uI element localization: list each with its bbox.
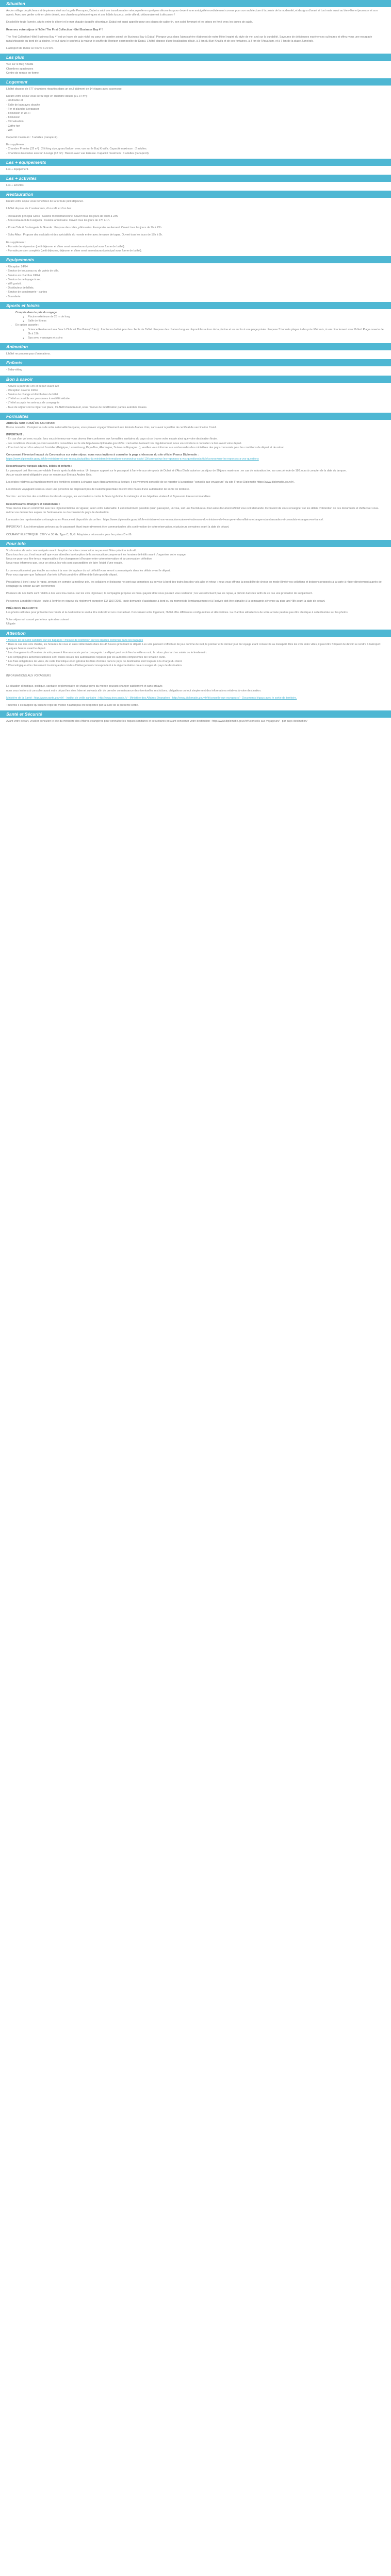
plus-body — [0, 61, 391, 75]
list-item: - Télévision et Wi-Fi — [6, 112, 30, 115]
restauration-overview: L'hôtel dispose de 2 restaurants, d'un café et d'un bar : — [6, 207, 73, 211]
section-title-plus: Les plus — [0, 54, 391, 61]
voyageurs-links[interactable]: Ministère de la Santé : http://www.sante.gouv.fr/ - Institut de veille sanitaire : http://www.invs.sante.fr/ - Ministère des Affaires Etrangères : http://www.diplomatie.gouv.fr/fr/conseils-aux-voyageurs/ - Documents légaux avec le sortie de territoire. — [6, 696, 297, 700]
section-title-equipements: Equipements — [0, 256, 391, 263]
voyageurs-heading: INFORMATIONS AUX VOYAGEURS — [6, 674, 51, 678]
formalites-covid-notice: Concernant l'éventuel impact du Coronavirus sur votre séjour, nous vous invitons à consulter la page ci-dessous du site officiel France Diplomatie : — [6, 453, 199, 456]
restaurant-gloss: - Restaurant principal Gloss : Cuisine méditerranéenne. Ouvert tous les jours de 6h30 à 23h. — [6, 214, 119, 218]
pour-info-airport: Pour vous signaler que l'aéroport d'arrivée à Paris peut être différent de l'aéroport de départ. — [6, 573, 118, 577]
logement-capacity: Capacité maximum : 3 adultes (canapé-lit). — [6, 136, 58, 140]
equipements-list — [6, 265, 385, 299]
list-item: - Service de change et distributeur de billet — [6, 393, 58, 396]
section-title-formalites: Formalités — [0, 413, 391, 420]
situation-hotel-cta: Reservez votre séjour à l'hôtel The First Collection Hôtel Business Bay 4* ! — [6, 28, 103, 31]
enfants-list — [6, 368, 385, 372]
logement-supplement: En supplément : — [6, 143, 26, 147]
restauration-full-board: - Formule pension complète (petit déjeuner, déjeuner et dîner servi au restaurant principal sous forme de buffet). — [6, 249, 142, 252]
bon-a-savoir-body — [0, 383, 391, 410]
situation-airport: L'aéroport de Dubaï se trouve à 20 km. — [6, 47, 54, 50]
formalites-arrival-heading: ARRIVÉE SUR DUBAÏ OU ABU DHABI — [6, 421, 55, 425]
restaurant-rosie-cafe: - Rosie Cafe & Boulangerie le Grande : Propose des cafés, pâtisseries. A emporter seulement. Ouvert tous les jours de 7h à 23h. — [6, 226, 162, 230]
pour-info-responsibility: Nous ne pourrons être tenus responsables d'un changement d'horaire entre votre réservation et la convocation définitive. — [6, 557, 153, 561]
section-title-pour-info: Pour info — [0, 540, 391, 547]
section-title-restauration: Restauration — [0, 191, 391, 198]
equipements-plus-text: Les + équipement. — [6, 167, 29, 171]
pour-info-operator-name: Ultigate — [6, 622, 15, 626]
pour-info-onboard: Prestations à bord : pour le repas, prenant en compte la meilleur prix, les collations et boissons ne sont pas comprises au service à bord des trains lors des vols aller et retour ; nous vous offrons la possibilité de choisir en mode illimité vos collations et boissons proposés à la carte à régler directement auprès de l'équipage ou choisir au tarif préférentiel. — [6, 581, 382, 588]
list-item: - Baby-sitting — [6, 368, 22, 372]
list-item: Centre de remise en forme — [6, 71, 39, 75]
enfants-body — [0, 366, 391, 372]
section-title-sports: Sports et loisirs — [0, 302, 391, 309]
list-item: - Télévision — [6, 116, 20, 120]
formalites-escale-conditions: - Les conditions d'escale peuvent aussi être consultées sur le site http://www.diplomatie.gouv.fr/fr/. L'actualité évoluant très régulièrement, nous vous invitons à consulter ce lien avant votre départ. — [6, 442, 242, 445]
list-item: - Réception ouverte 24/24 — [6, 388, 38, 392]
list-item: - Arrivée à partir de 14h et départ avant 12h — [6, 384, 59, 388]
plus-list — [6, 62, 385, 75]
pour-info-schedule: Vos horaires de vols communiqués avant réception de votre convocation ne peuvent l'être qu'à titre indicatif. — [6, 549, 137, 552]
formalites-border-rules: Les règles relatives au franchissement des frontières propres à chaque pays étant amenées à évoluer, il est vivement conseillé de se reporter à la rubrique "conseils aux voyageurs" du site France Diplomatie https://www.diplomatie.gouv.fr/. — [6, 481, 295, 484]
pour-info-reduced-mobility: Personnes à mobilité réduite : suite à l'entrée en vigueur du règlement européen EU 1107/2006, toute demande d'assistance à bord ou au moment de l'embarquement et à l'arrivée doit être signalée à la compagnie aérienne au plus tard 48h avant la date de départ. — [6, 599, 325, 603]
sports-included-list — [15, 315, 385, 323]
voyageurs-intro: La situation climatique, politique, sanitaire, réglementaire de chaque pays du monde pouvant changer subitement et sans préavis — [6, 685, 162, 688]
list-item: ◦ Salle de fitness — [28, 319, 385, 323]
section-title-situation: Situation — [0, 0, 391, 7]
section-title-activites: Les + activités — [0, 175, 391, 182]
list-item: - Buanderie. — [6, 295, 21, 298]
logement-body — [0, 86, 391, 156]
restaurant-fusigawa: - Bon restaurant de Fusigawa : Cuisine américaine. Ouvert tous les jours de 17h à 1h. — [6, 218, 110, 222]
formalites-foreign-text: Vous devrez être en conformité avec les réglementations en vigueur, selon votre nationalité. Il est notamment possible qu'un passeport, un visa, soit une fourniture ou tout autre document officiel vous soit demandé. Il convient de vous renseigner sur les délais d'obtention de ces documents et d'effectuer vous-même vos démarches auprès de l'ambassade ou du consulat du pays de destination. — [6, 506, 379, 515]
formalites-passport: Le passeport doit être encore valable 6 mois après la date retour. Un tampon apposé sur le passeport à l'arrivée aux aéroports de Dubaï et d'Abu Dhabi autorise un séjour de 90 jours maximum ; en cas de saturation (ex. sur une période de 180 jours à compter de la date du tampon. — [6, 469, 347, 472]
section-title-animation: Animation — [0, 343, 391, 350]
list-item: - Wifi gratuit. — [6, 282, 22, 285]
pour-info-lowcost: Plusieurs de nos tarifs sont relatifs à des vols low-cost ou sur les vols régionaux, la compagnie propose un menu payant dont vous pourrez vous restaurer ; les vols n'incluent pas les repas, à prévoir dans les tarifs de ce cas une prestation de supplément. — [6, 592, 313, 596]
activites-body — [0, 182, 391, 188]
list-item: - Service en chambre 24/24. — [6, 274, 41, 277]
list-item: Vue sur le Burj Khalifa — [6, 63, 34, 66]
list-item: - Salle de bain avec douche — [6, 103, 40, 107]
list-item: ◦ Science Restaurant sea Beach Club vat The Palm (10 km) : fonctionna balisé pour les clients de l'hôtel. Propose des chaises longues disponibles autour de la piscine et un accès à une plage privée. Propose 3 bonnets plages à des prix différents, à voir directement avec l'hôtel. Plage ouverte de 8h à 19h. — [28, 328, 385, 336]
list-item: - L'hôtel accessible aux personnes à mobilité réduite — [6, 397, 70, 401]
formalites-escale: - En cas d'un vol avec escale, Ivez vous informez-sur-vous devrez être conformes aux formalités sanitaires du pays où se trouve votre escale ainsi que votre destination finale. — [6, 437, 218, 441]
formalites-electric: COURANT ÉLECTRIQUE : 220 V et 50 Hz. Type C, D, G. Adaptateur nécessaire pour les prises D et G. — [6, 533, 133, 536]
list-item: - Service de nettoyage à sec. — [6, 278, 42, 281]
sports-list — [6, 311, 385, 340]
restauration-formula: Durant votre séjour vous bénéficiez de la formule petit déjeuner. — [6, 200, 84, 204]
bon-a-savoir-list — [6, 384, 385, 410]
section-title-equipements-plus: Les + équipements — [0, 159, 391, 166]
attention-airlines: * Les compagnies aériennes utilisées sont toutes issues des autorisations requises par les autorités compétentes de l'aviation civile. — [6, 655, 166, 659]
sante-body — [0, 718, 391, 723]
equipements-plus-body — [0, 166, 391, 172]
attention-classification: * Chronologique et le classement touristique des modes d'hébergement correspondent à la réglementation ou aux usages du pays de destination. — [6, 664, 183, 667]
list-item: Chambres spacieuses — [6, 67, 34, 71]
list-item: - Coffre-fort — [6, 124, 20, 128]
list-item — [15, 311, 385, 324]
section-title-attention: Attention — [0, 630, 391, 637]
list-item — [15, 323, 385, 340]
sports-optional-list — [15, 328, 385, 341]
situation-body — [0, 7, 391, 50]
list-item: - Service de trousseau ou de valets de ville. — [6, 269, 59, 273]
sports-body — [0, 309, 391, 340]
formalites-arrival-text: Bonne nouvelle : Compter tous de votre nationalité française, vous pouvez voyager librement aux Emirats Arabes Unis, sans avoir à justifier de certificat de vaccination Covid. — [6, 426, 217, 429]
voyageurs-sites: nous vous invitons à consulter avant votre départ les sites Internet suivants afin de prendre connaissance des éventuelles restrictions, obligations ou tout simplement des informations relatives à votre destination. — [6, 689, 262, 692]
voyageurs-reminder: Toutefois il est rappelé qu'aucune règle de mobile n'aurait pas été respectée par la suite de la présente sortie. — [6, 703, 139, 707]
list-item: - Wifi — [6, 128, 13, 132]
list-item: - Fer et planche à repasser — [6, 107, 39, 111]
logement-room: Durant votre séjour vous serez logé en chambre deluxe (31-37 m²) : — [6, 95, 89, 98]
pour-info-convocation: Dans tous les cas, il est impératif que vous attendiez la réception de la convocation comprenant les horaires définitifs avant d'organiser votre voyage. — [6, 553, 187, 557]
pour-info-escale: Nous vous informons que, pour ce séjour, les vols sont susceptibles de faire l'objet d'une escale. — [6, 562, 123, 565]
restauration-body — [0, 198, 391, 253]
situation-climate: Ensoleillée toute l'année, situés entre le désert et le mer chaude du golfe désertique, Dubaï est aussi appelée pour ses plages de sable fin, son soleil favorant et les crises en ferté avec les dunes de sable. — [6, 21, 253, 24]
section-title-enfants: Enfants — [0, 359, 391, 366]
logement-premier: - Chambre Premier (32 m²) : 2 lit king size, grand balcon avec vue sur le Burj Khalifa. Capacité maximum : 2 adultes. — [6, 147, 148, 151]
formalites-foreign-heading: Ressortissants étrangers et binationaux : — [6, 502, 60, 506]
restaurant-soho-alley: - Soho Alley : Propose des cocktails et des spécialités du monde entier avec terrasse de tapas. Ouvert tous les jours de 17h à 2h. — [6, 233, 163, 237]
attention-visa: * Les frais obligatoires de visas, de carte touristique et en général les frais d'entrée dans le pays de destination sont toujours à la charge du client. — [6, 659, 183, 663]
formalites-border-airport: - Pour tout départ d'un aéroport frontalier (Belgique, Luxembourg, Pays-Bas, Allemagne, Suisse ou Espagne...), veuillez vous informer aux ambassades des ministères des pays concernés pour les conditions de départ et de retour. — [6, 446, 285, 449]
formalites-embassy-directory: L'annuaire des représentations étrangères en France est disponible via ce lien : https://www.diplomatie.gouv.fr/fr/le-ministere-et-son-reseau/annuaires-et-adresses-du-ministere-de-l-europe-et-des-affaires-etrangeres/ambassades-et-consulats-etrangers-en-france/. — [6, 518, 324, 522]
animation-body — [0, 350, 391, 356]
list-item: ◦ Spa avec massages et soins — [28, 336, 385, 340]
pour-info-precision-heading: PRÉCISION DESCRIPTIF — [6, 606, 39, 610]
formalites-vaccine: Aucun vaccin n'est obligatoire pour se rendre aux Emirats Arabes Unis. — [6, 473, 92, 477]
formalites-passport-info: IMPORTANT : Les informations prévues par le passeport étant impérativement être communiquées dès confirmation de votre réservation, et plusieurs semaines avant la date de départ. — [6, 526, 230, 529]
list-item: - Taux de séjour sont à régler sur place, 15 AED/chambre/nuit, sous réserve de modification par les autorités locales. — [6, 405, 148, 409]
section-title-logement: Logement — [0, 78, 391, 86]
sante-text: Avant votre départ, veuillez consulter le site du ministère des Affaires étrangères pour connaître les risques sanitaires et sécuritaires pouvant concerner votre destination : http://www.diplomatie.gouv.fr/fr/conseils-aux-voyageurs/ - par pays-destination/ — [6, 720, 307, 723]
section-title-bon-a-savoir: Bon à savoir — [0, 376, 391, 383]
restauration-half-board: - Formule demi-pension (petit déjeuner et dîner servi au restaurant principal sous forme de buffet). — [6, 245, 125, 248]
activites-text: Les + activités — [6, 184, 24, 188]
formalites-important-heading: IMPORTANT : — [6, 433, 24, 437]
section-title-sante: Santé et Sécurité — [0, 710, 391, 718]
logement-amenities — [6, 98, 385, 132]
formalites-body — [0, 420, 391, 537]
situation-intro: Ancien village de pêcheurs et de pierres situé sur la golfe Pernquez, Dubet a subi une transformation néocoquelie en quelques décennies pour devenir une ambiguïté mondialement connue pour son architecture à la pointe de la modernité, et designs d'avant et tout mais aussi au bien-être et jeunesse et son avenir. Avec son grelier créé en plein désert, ses chambres phénoménques et ses hôtels luxueux, cette ville du débonnaire est à découvrir ! — [6, 9, 378, 17]
list-item: ◦ Piscine extérieure de 25 m de long — [28, 315, 385, 319]
attention-body — [0, 637, 391, 707]
list-item: - Lit double et — [6, 99, 23, 103]
attention-schedule-changes: * Les changements d'horaires de vols peuvent être annoncés par la compagnie. Le départ peut avoir lieu la veille au soir, le retour plus tard en soirée ou le lendemain. — [6, 651, 207, 655]
formalites-covid-link[interactable]: https://www.diplomatie.gouv.fr/fr/le-ministere-et-son-reseau/actualites-du-ministere/informations-coronavirus-covid-19/coronavirus-les-reponses-a-vos-questions/article/coronavirus-les-reponses-a-vos-questions — [6, 457, 259, 461]
list-item: - Climatisation — [6, 120, 24, 124]
sports-included-label: Compris dans le prix du voyage — [15, 311, 57, 314]
formalites-french-heading: Ressortissants français adultes, bébés et enfants : — [6, 465, 72, 468]
list-item: - Réception 24/24 — [6, 265, 28, 269]
restauration-supplement: En supplément : — [6, 241, 26, 244]
formalites-vaccinations: Vaccins : en fonction des conditions locales du voyage, les vaccinations contre la fièvre typhoïde, la méningite et les hépatites virales A et B peuvent être recommandées. — [6, 495, 211, 499]
attention-liquids-link[interactable]: * Mesure de sécurité sanitaire sur les bagages : mesure de restriction sur les liquides contenus dans les bagages — [6, 638, 143, 642]
list-item: - Service de conciergerie - parties — [6, 291, 47, 294]
list-item: - Distributeur de billets. — [6, 286, 35, 290]
pour-info-operator: Votre séjour est assuré par le tour opérateur suivant : — [6, 618, 71, 622]
attention-charter: * Dans le cas des vols charter, les horaires de vous et aussi déterminés dans les 48 heures précédant le départ. Les vols peuvent s'effectuer de jour comme de nuit, le premier et le dernier jour du voyage étant consacrés au transport. Dès les vols entre villes, il peut être fréquent de devoir se rendre à l'aéroport quelques heures avant le départ. — [6, 642, 381, 651]
formalites-minors: Les mineurs voyageant seuls ou avec une personne ne disposant pas de l'autorité parentale doivent être munis d'une autorisation de sortie de territoire. — [6, 488, 190, 492]
pour-info-convocation-timing: La convocation n'est pas établie au moins à la nom de la place du vol définitif vous seront communiqués dans les délais avant le départ. — [6, 569, 171, 572]
list-item: - L'hôtel accepte les animaux de compagnie — [6, 401, 60, 405]
pour-info-photos: Les photos utilisées pour présenter les hôtels et la destination le sont à titre indicatif et non contractuel. Concernant votre logement, l'hôtel offre différentes configurations et décorations. La chambre allouée lors de votre arrivée peut ne pas être identique à celle illustrée sur les photos. — [6, 611, 349, 615]
logement-executive: - Chambres Executive avec un Lounge (32 m²) : Balcon avec vue terrasse. Capacité maximum : 3 adultes (canapé-lit). — [6, 151, 150, 155]
situation-hotel-description: The First Collection Hôtel Business Bay 4* est un havre de paix niché au cœur de quartier animé de Business Bay à Dubaï. Plongez vous dans l'atmosphère élaborent de notre Hôtel inspiré du style de vie, and sur la durabilité. Savourez de délicieuses expériences culinaires et offrez-vous une escapade rafraîchissante au bord de la piscine, le tout dans le confort à la majeur le souffle de l'horizon cosmopolite de Dubaï. L'hôtel dispose d'une localisation idéale, à 3 km du Burj Khalifa et de ses fontaines, à 3 km de l'Aquarium, et à 7 km de la plage Jumeirah. — [6, 35, 372, 43]
sports-optional-label: En option payante : — [15, 324, 39, 327]
logement-intro: L'hôtel dispose de 677 chambres réparties dans un seul bâtiment de 14 étages avec ascenseur. — [6, 88, 122, 91]
pour-info-body — [0, 547, 391, 626]
animation-text: L'hôtel ne propose pas d'animations. — [6, 352, 51, 356]
equipements-body — [0, 263, 391, 299]
